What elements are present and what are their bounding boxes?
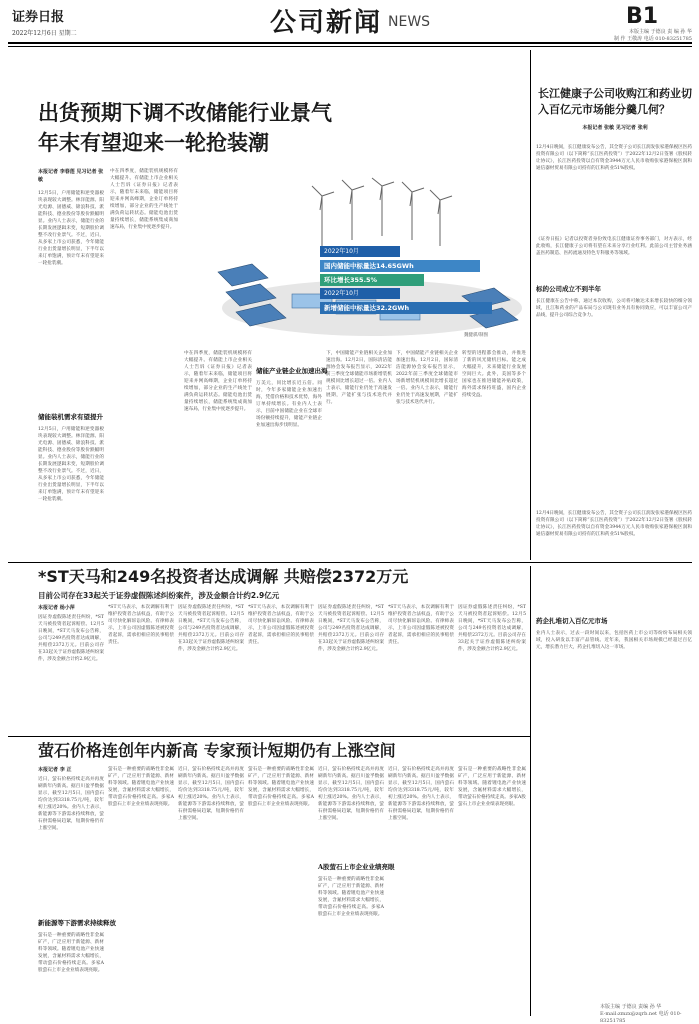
footer-line-2: E-mail:zmzx@zqrb.net 电话 010-83251785 — [600, 1011, 682, 1024]
lead-col-1b: 12月5日，户用储能和逆变器板块表现较大调整。林洋能源、阳光电源、固德威、锦浪科技、派能科技、德业股份等股价跌幅明显。业内人士表示，储能行业的长期发展逻辑未变，短期股价调整不改行业景气。不过，近日，从多家上市公司获悉，今年储能行业出货量增长明显，下半年以来订单饱满，预计年末有望迎来一轮抢装潮。 — [38, 427, 104, 502]
editor-line-2: 制 作 王敬涛 电话 010-83251785 — [613, 36, 692, 42]
chart-row-growth: 环比增长355.5% — [320, 274, 424, 286]
right-text-1: 12月4日晚间，长江健康发布公告，其全资子公司长江润发张家港保税区医药投资有限公司（以下简称“长江医药投资”）于2022年12月2日签署《股权转让协议》，长江医药投资以自有资金3944万元人民币收购张家港保税区润和通信器材贸易有限公司持有的江和药业51%股权。 — [536, 145, 692, 171]
bottom-byline: 本报记者 李 正 — [38, 767, 72, 773]
bottom-headline: 萤石价格连创年内新高 专家预计短期仍有上涨空间 — [38, 741, 396, 760]
chart-credit: 魏健骐/制图 — [464, 333, 489, 338]
mid-col-7: 因证券虚假陈述责任纠纷，*ST天马被投资者起诉赔偿。12月5日晚间，*ST天马发布公告称，公司与249名投资者达成调解，共赔偿2372万元。目前公司存在33起关于证券虚假陈述纠纷案件，涉及金额合计约2.9亿元。 — [458, 605, 526, 652]
mid-col-1: 因证券虚假陈述责任纠纷，*ST天马被投资者起诉赔偿。12月5日晚间，*ST天马发布公告称，公司与249名投资者达成调解，共赔偿2372万元。目前公司存在33起关于证券虚假陈述纠纷案件，涉及金额合计约2.9亿元。 — [38, 615, 104, 662]
bottom-col-3: 近日，萤石价格持续走高并再度刷新年内新高。据百川盈孚数据显示，截至12月5日，国内萤石均价达到3318.75元/吨，较年初上涨近20%。业内人士表示，新能源等下游需求持续释放，萤石供需格局趋紧，短期价格仍有上涨空间。 — [178, 767, 244, 821]
chart-label-top: 2022年10月 — [320, 246, 400, 257]
right-text-4: 业内人士表示，过去一段时间以来，包括医药上市公司等纷纷布局相关领域，投入研发以丰富产品管线。近年来，我国相关市场规模已经超过百亿元，增长潜力巨大，药企扎堆切入这一市场。 — [536, 631, 692, 650]
right-subhead-1: 标的公司成立不到半年 — [536, 285, 601, 293]
lead-col-3: 万美元，同比增长近五倍。同时，今年多家储能企业加速出海，凭借价格和技术优势，海外订单持续增长。有业内人士表示，目前中国储能企业在全球市场份额持续提升，储能产业链企业加速出海步伐明显。 — [256, 381, 322, 428]
masthead-rule — [8, 42, 692, 44]
editor-line-1: 本版主编 于德良 责 编 孙 华 — [629, 29, 692, 35]
bottom-col-1b: 萤石是一种重要的战略性非金属矿产，广泛应用于新能源、新材料等领域。随着锂电池产业快速发展，含氟材料需求大幅增长，带动萤石价格持续走高。多家A股萤石上市企业业绩表现亮眼。 — [38, 933, 104, 973]
column-divider — [530, 50, 531, 560]
bottom-rule — [8, 736, 530, 737]
footer-credits — [600, 1004, 699, 1024]
bottom-col-6: 近日，萤石价格持续走高并再度刷新年内新高。据百川盈孚数据显示，截至12月5日，国内萤石均价达到3318.75元/吨，较年初上涨近20%。业内人士表示，新能源等下游需求持续释放，萤石供需格局趋紧，短期价格仍有上涨空间。 — [388, 767, 454, 821]
right-column-divider-lower — [530, 566, 531, 1016]
lead-subhead-2: 储能产业链企业加速出海 — [256, 367, 328, 375]
lead-headline — [38, 98, 332, 158]
bottom-col-1: 近日，萤石价格持续走高并再度刷新年内新高。据百川盈孚数据显示，截至12月5日，国内萤石均价达到3318.75元/吨，较年初上涨近20%。业内人士表示，新能源等下游需求持续释放，萤石供需格局趋紧，短期价格仍有上涨空间。 — [38, 777, 104, 831]
wind-turbines — [312, 178, 452, 246]
lead-col-2b: 中在四季度，储能装机规模将有大幅提升。有储能上市企业相关人士告诉《证券日报》记者表示，随着年末来临，储能项目将迎来并网高峰期，企业订单将持续增加，部分企业的生产线处于满负荷运转状态。储能电池出货量持续增长，储能系统集成商加速布局，行业集中度逐步提升。 — [184, 351, 252, 412]
bottom-col-5b: 萤石是一种重要的战略性非金属矿产，广泛应用于新能源、新材料等领域。随着锂电池产业快速发展，含氟材料需求大幅增长，带动萤石价格持续走高。多家A股萤石上市企业业绩表现亮眼。 — [318, 877, 384, 917]
mid-headline: *ST天马和249名投资者达成调解 共赔偿2372万元 — [38, 567, 409, 586]
mid-col-2: *ST天马表示，本次调解有利于维护投资者合法权益，有助于公司尽快化解诉讼风险。有律师表示，上市公司因虚假陈述被投资者起诉，需承担相应的民事赔偿责任。 — [108, 605, 174, 645]
mid-byline: 本报记者 杨小萍 — [38, 605, 75, 611]
lead-subhead-1: 储能装机需求有望提升 — [38, 413, 103, 421]
lead-col-1: 12月5日，户用储能和逆变器板块表现较大调整。林洋能源、阳光电源、固德威、锦浪科技、派能科技、德业股份等股价跌幅明显。业内人士表示，储能行业的长期发展逻辑未变，短期股价调整不改行业景气。不过，近日，从多家上市公司获悉，今年储能行业出货量增长明显，下半年以来订单饱满，预计年末有望迎来一轮抢装潮。 — [38, 191, 104, 266]
section-title-en: NEWS — [388, 14, 431, 30]
lead-col-2: 中在四季度，储能装机规模将有大幅提升。有储能上市企业相关人士告诉《证券日报》记者表示，随着年末来临，储能项目将迎来并网高峰期，企业订单将持续增加，部分企业的生产线处于满负荷运转状态。储能电池出货量持续增长，储能系统集成商加速布局，行业集中度逐步提升。 — [110, 169, 178, 230]
bottom-subhead-2: A股萤石上市企业业绩亮眼 — [318, 863, 395, 871]
bottom-col-4: 萤石是一种重要的战略性非金属矿产，广泛应用于新能源、新材料等领域。随着锂电池产业快速发展，含氟材料需求大幅增长，带动萤石价格持续走高。多家A股萤石上市企业业绩表现亮眼。 — [248, 767, 314, 807]
lead-headline-line-2: 年末有望迎来一轮抢装潮 — [38, 131, 269, 155]
page-number: B1 — [626, 4, 659, 29]
section-title: 公司新闻 — [270, 8, 383, 38]
masthead-rule-thin — [8, 46, 692, 47]
right-text-2: 《证券日报》记者以投资者身份致电长江健康证券事务部门，对方表示，经此收购，长江健康子公司将有望在未来分享行业红利。此前公司主营业务涵盖医药制造、医药流通及特色专科服务等领域。 — [536, 237, 692, 256]
right-text-3b: 12月4日晚间，长江健康发布公告，其全资子公司长江润发张家港保税区医药投资有限公司（以下简称“长江医药投资”）于2022年12月2日签署《股权转让协议》，长江医药投资以自有资金3944万元人民币收购张家港保税区润和通信器材贸易有限公司持有的江和药业51%股权。 — [536, 511, 692, 537]
right-byline: 本报记者 张敏 见习记者 张利 — [582, 125, 648, 131]
footer-line-1: 本版主编 于德良 责编 孙 华 — [600, 1004, 662, 1010]
mid-subtitle: 目前公司存在33起关于证券虚假陈述纠纷案件，涉及金额合计约2.9亿元 — [38, 591, 280, 600]
lead-col-4: 下，中国储能产业链相关企业加速出海。12月2日，国际清洁能源协会发布报告显示，2022年前三季度全球储能市场新增装机规模同比增长超过一倍。业内人士表示，储能行业仍处于高速发展期，产能扩张与技术迭代并行。 — [326, 351, 392, 405]
newspaper-logo: 证券日报 — [12, 10, 65, 25]
issue-date: 2022年12月6日 星期二 — [12, 30, 77, 37]
storage-infographic — [212, 176, 528, 346]
right-headline: 长江健康子公司收购江和药业切入百亿元市场能分羹几何？ — [538, 87, 692, 116]
lead-col-5: 转型的进程都会推动，并推进了新的风光储机目标。能之成大幅提升，未来储能行业发展空间巨大。此外，美国等多个国家也在推进储能补贴政策，海外需求保持旺盛，国内企业持续受益。 — [462, 351, 526, 398]
bottom-subhead-1: 新能源等下游需求持续释放 — [38, 919, 116, 927]
chart-row-new: 新增储能中标量达32.2GWh — [320, 302, 492, 314]
mid-col-6: *ST天马表示，本次调解有利于维护投资者合法权益，有助于公司尽快化解诉讼风险。有律师表示，上市公司因虚假陈述被投资者起诉，需承担相应的民事赔偿责任。 — [388, 605, 454, 645]
right-text-3: 长江健康在公告中称，通过本次收购，公司将可触达未来增长较快的细分领域，且江和药业的产品布局与公司现有业务具有协同效应，可以丰富公司产品线，提升公司综合竞争力。 — [536, 299, 692, 318]
chart-row-domestic: 国内储能中标量达14.65GWh — [320, 260, 480, 272]
chart-label-mid: 2022年10月 — [320, 288, 400, 299]
mid-col-3: 因证券虚假陈述责任纠纷，*ST天马被投资者起诉赔偿。12月5日晚间，*ST天马发布公告称，公司与249名投资者达成调解，共赔偿2372万元。目前公司存在33起关于证券虚假陈述纠纷案件，涉及金额合计约2.9亿元。 — [178, 605, 244, 652]
mid-col-5: 因证券虚假陈述责任纠纷，*ST天马被投资者起诉赔偿。12月5日晚间，*ST天马发布公告称，公司与249名投资者达成调解，共赔偿2372万元。目前公司存在33起关于证券虚假陈述纠纷案件，涉及金额合计约2.9亿元。 — [318, 605, 384, 652]
mid-col-4: *ST天马表示，本次调解有利于维护投资者合法权益，有助于公司尽快化解诉讼风险。有律师表示，上市公司因虚假陈述被投资者起诉，需承担相应的民事赔偿责任。 — [248, 605, 314, 645]
bottom-col-7: 萤石是一种重要的战略性非金属矿产，广泛应用于新能源、新材料等领域。随着锂电池产业快速发展，含氟材料需求大幅增长，带动萤石价格持续走高。多家A股萤石上市企业业绩表现亮眼。 — [458, 767, 526, 807]
lead-headline-line-1: 出货预期下调不改储能行业景气 — [38, 101, 332, 125]
bottom-col-2: 萤石是一种重要的战略性非金属矿产，广泛应用于新能源、新材料等领域。随着锂电池产业快速发展，含氟材料需求大幅增长，带动萤石价格持续走高。多家A股萤石上市企业业绩表现亮眼。 — [108, 767, 174, 807]
mid-rule — [8, 562, 692, 563]
bottom-col-5: 近日，萤石价格持续走高并再度刷新年内新高。据百川盈孚数据显示，截至12月5日，国内萤石均价达到3318.75元/吨，较年初上涨近20%。业内人士表示，新能源等下游需求持续释放，萤石供需格局趋紧，短期价格仍有上涨空间。 — [318, 767, 384, 821]
right-subhead-2: 药企扎堆切入百亿元市场 — [536, 617, 608, 625]
lead-col-4b: 下，中国储能产业链相关企业加速出海。12月2日，国际清洁能源协会发布报告显示，2022年前三季度全球储能市场新增装机规模同比增长超过一倍。业内人士表示，储能行业仍处于高速发展期，产能扩张与技术迭代并行。 — [396, 351, 458, 405]
lead-byline: 本报记者 李春莲 见习记者 张敏 — [38, 169, 104, 183]
editor-credits — [556, 28, 692, 42]
